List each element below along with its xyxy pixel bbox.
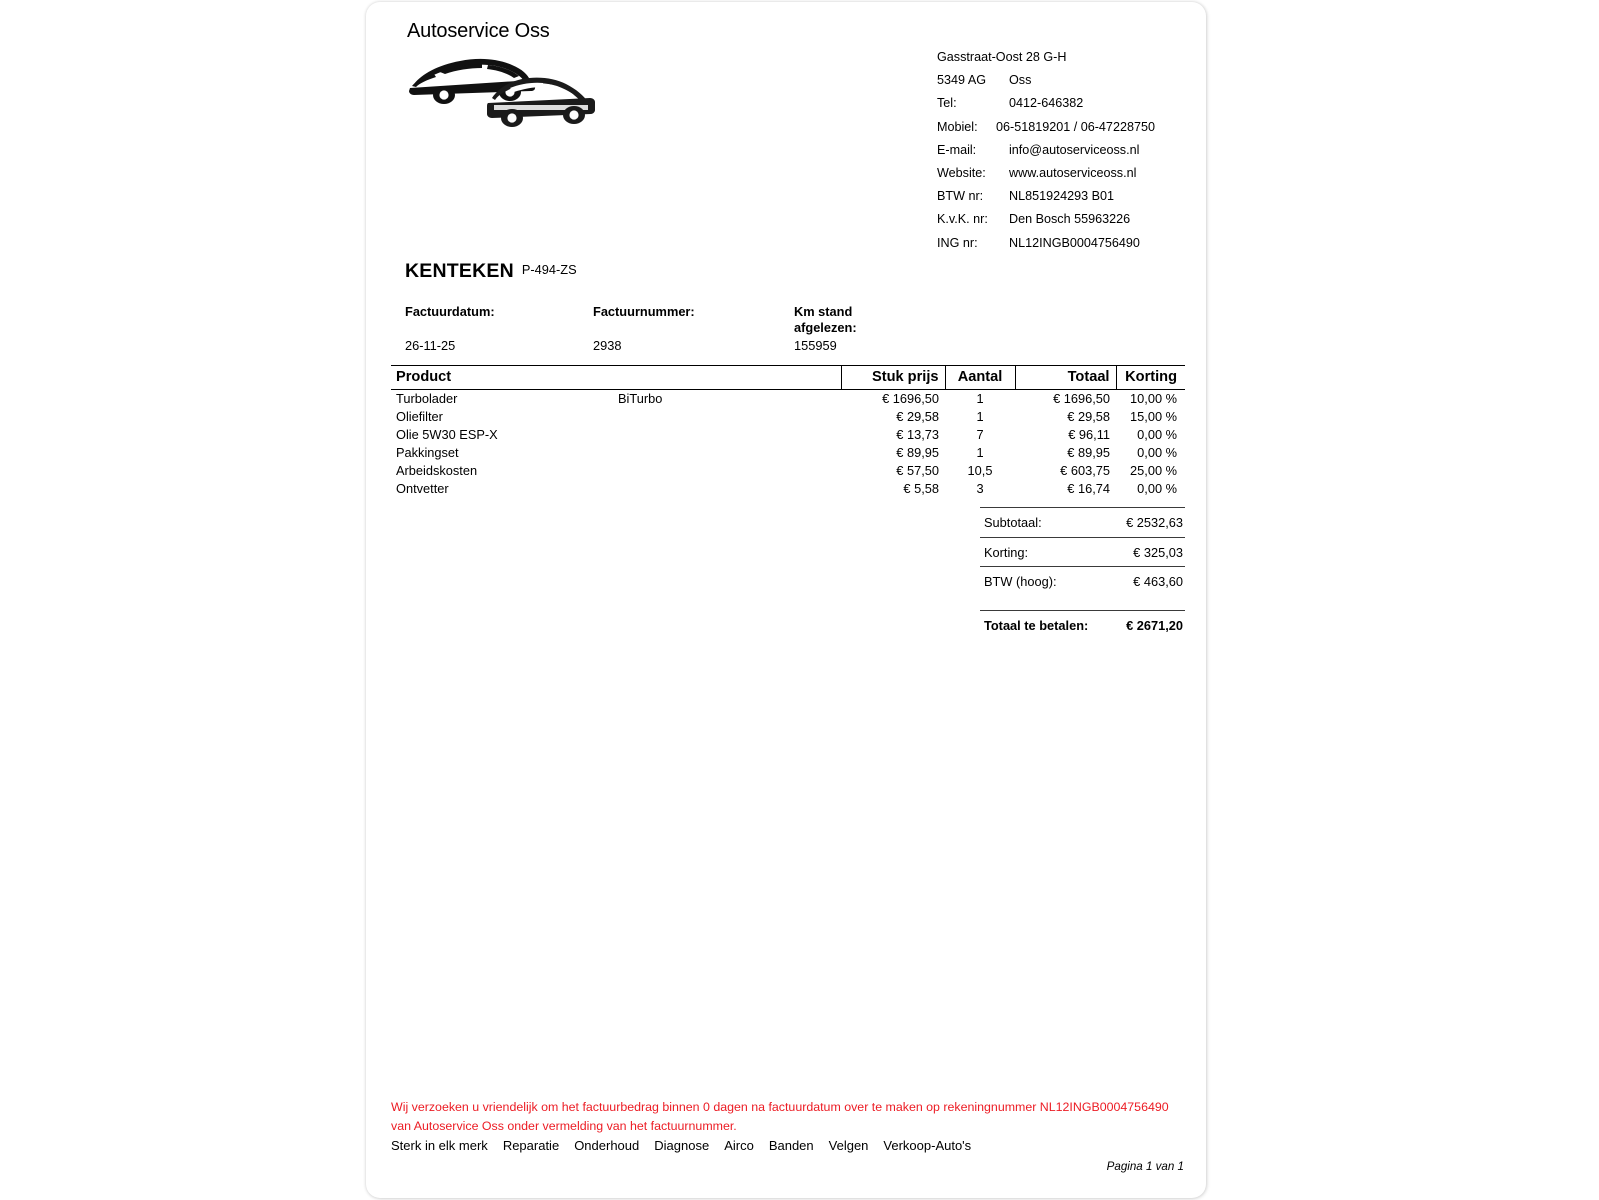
cell-unit-price: € 5,58 (903, 481, 939, 496)
company-contact-block (937, 46, 1206, 255)
contact-ing-row (937, 232, 1206, 255)
totals-row-vat (980, 566, 1185, 610)
table-row (391, 426, 1185, 444)
invoice-date-value: 26-11-25 (405, 338, 456, 353)
cell-total: € 16,74 (1067, 481, 1110, 496)
contact-tel-label: Tel: (937, 96, 957, 111)
payment-notice: Wij verzoeken u vriendelijk om het factuurbedrag binnen 0 dagen na factuurdatum over te maken op rekeningnummer NL12INGB0004756490 van Autoservice Oss onder vermelding van het factuurnummer. (391, 1100, 1169, 1133)
invoice-date-label: Factuurdatum: (405, 304, 495, 319)
vat-value: € 463,60 (1133, 574, 1183, 589)
cell-unit-price: € 1696,50 (882, 391, 939, 406)
page-indicator: Pagina 1 van 1 (1106, 1160, 1184, 1173)
cell-discount: 25,00 % (1130, 463, 1177, 478)
cell-product (391, 390, 841, 409)
contact-ing-value: NL12INGB0004756490 (1009, 235, 1140, 250)
grand-total-label: Totaal te betalen: (984, 618, 1089, 633)
service-item: Reparatie (502, 1138, 560, 1153)
product-name: Ontvetter (396, 481, 449, 496)
cell-quantity: 10,5 (967, 463, 993, 478)
subtotal-value: € 2532,63 (1126, 515, 1183, 530)
contact-kvk-label: K.v.K. nr: (937, 212, 988, 227)
product-name: Arbeidskosten (396, 463, 478, 478)
service-item: Verkoop-Auto's (883, 1138, 972, 1153)
subtotal-label: Subtotaal: (984, 515, 1042, 530)
cell-product (391, 480, 841, 498)
two-cars-logo-icon (402, 50, 612, 130)
totals-row-subtotal (980, 507, 1185, 537)
km-reading-label: Km stand afgelezen: (794, 304, 857, 335)
contact-zip-row (937, 69, 1206, 92)
discount-value: € 325,03 (1133, 544, 1183, 560)
cell-product (391, 408, 841, 426)
company-name: Autoservice Oss (407, 20, 550, 42)
cell-product (391, 444, 841, 462)
cell-total: € 96,11 (1068, 427, 1110, 442)
contact-city: Oss (1009, 73, 1032, 88)
cell-total: € 29,58 (1067, 409, 1110, 424)
vat-label: BTW (hoog): (984, 574, 1057, 589)
contact-website-label: Website: (937, 166, 986, 181)
contact-btw-value: NL851924293 B01 (1009, 189, 1115, 204)
service-item: Diagnose (654, 1138, 710, 1153)
product-name: Pakkingset (396, 445, 459, 460)
contact-mobile-row (937, 116, 1206, 139)
contact-email-row (937, 139, 1206, 162)
cell-product (391, 426, 841, 444)
table-row (391, 480, 1185, 498)
contact-zip: 5349 AG (937, 73, 987, 88)
contact-btw-row (937, 185, 1206, 208)
cell-quantity: 3 (976, 481, 984, 496)
contact-address: Gasstraat-Oost 28 G-H (937, 50, 1067, 64)
contact-kvk-row (937, 208, 1206, 231)
service-item: Banden (768, 1138, 814, 1153)
totals-row-discount (980, 537, 1185, 567)
cell-quantity: 7 (976, 427, 984, 442)
invoice-line-items-table (391, 365, 1185, 498)
column-header-unit-price: Stuk prijs (841, 366, 945, 390)
kenteken-value: P-494-ZS (521, 262, 577, 277)
contact-tel-row (937, 92, 1206, 115)
contact-email-label: E-mail: (937, 142, 977, 157)
contact-tel-value: 0412-646382 (1009, 96, 1084, 111)
cell-quantity: 1 (976, 445, 984, 460)
invoice-number-value: 2938 (593, 338, 622, 353)
cell-discount: 0,00 % (1137, 445, 1177, 460)
service-item: Velgen (828, 1138, 869, 1153)
table-header (391, 366, 1185, 390)
kenteken-row (405, 260, 577, 283)
table-body (391, 390, 1185, 499)
services-list (391, 1138, 971, 1153)
product-name: Oliefilter (396, 409, 443, 424)
column-header-discount: Korting (1116, 366, 1185, 390)
service-item: Onderhoud (574, 1138, 640, 1153)
cell-product (391, 462, 841, 480)
cell-discount: 0,00 % (1137, 481, 1177, 496)
contact-address-row (937, 46, 1206, 69)
kenteken-label: KENTEKEN (405, 260, 514, 282)
cell-unit-price: € 13,73 (896, 427, 939, 442)
discount-label: Korting: (984, 544, 1029, 560)
contact-kvk-value: Den Bosch 55963226 (1009, 212, 1131, 227)
product-description: BiTurbo (618, 391, 663, 406)
contact-ing-label: ING nr: (937, 235, 978, 250)
table-row (391, 462, 1185, 480)
service-item: Sterk in elk merk (391, 1138, 488, 1153)
product-name: Turbolader (396, 391, 458, 406)
cell-unit-price: € 89,95 (896, 445, 939, 460)
column-header-quantity: Aantal (945, 366, 1015, 390)
contact-btw-label: BTW nr: (937, 189, 984, 204)
cell-total: € 89,95 (1067, 445, 1110, 460)
cell-discount: 0,00 % (1137, 427, 1177, 442)
contact-website-value: www.autoserviceoss.nl (1009, 166, 1137, 181)
invoice-page-card (366, 2, 1206, 1198)
contact-mobile-value: 06-51819201 / 06-47228750 (996, 119, 1155, 134)
cell-total: € 1696,50 (1053, 391, 1110, 406)
cell-unit-price: € 57,50 (896, 463, 939, 478)
table-header-row (391, 366, 1185, 390)
contact-email-value: info@autoserviceoss.nl (1009, 142, 1140, 157)
cell-total: € 603,75 (1060, 463, 1110, 478)
table-row (391, 408, 1185, 426)
product-name: Olie 5W30 ESP-X (396, 427, 498, 442)
table-row (391, 390, 1185, 409)
totals-row-grand-total (980, 610, 1185, 640)
column-header-total: Totaal (1015, 366, 1116, 390)
service-item: Airco (724, 1138, 754, 1153)
km-reading-value: 155959 (794, 338, 837, 353)
grand-total-value: € 2671,20 (1126, 618, 1183, 633)
cell-quantity: 1 (976, 409, 984, 424)
invoice-number-label: Factuurnummer: (593, 304, 695, 319)
contact-website-row (937, 162, 1206, 185)
invoice-sheet (366, 2, 1206, 1198)
column-header-product: Product (391, 366, 841, 390)
contact-mobile-label: Mobiel: (937, 119, 978, 134)
invoice-totals-block (980, 507, 1185, 640)
cell-discount: 15,00 % (1130, 409, 1177, 424)
cell-quantity: 1 (976, 391, 984, 406)
cell-unit-price: € 29,58 (896, 409, 939, 424)
cell-discount: 10,00 % (1130, 391, 1177, 406)
table-row (391, 444, 1185, 462)
